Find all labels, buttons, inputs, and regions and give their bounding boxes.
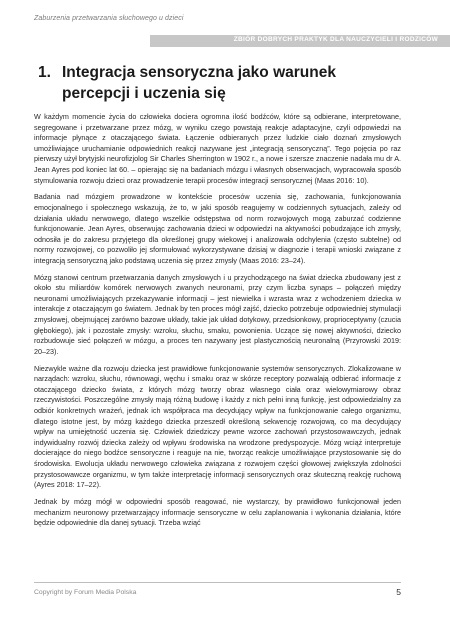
chapter-number: 1. (38, 64, 51, 81)
paragraph-3: Mózg stanowi centrum przetwarzania danych zmysłowych i u przychodzącego na świat dziecka zbudowany jest z około stu miliardów komórek nerwowych zwanych neuronami, przy czym liczba synaps – połączeń między neuronami umożliwiających przekazywanie informacji – jest niewielka i wzrasta wraz z wchodzeniem dziecka w interakcje z otaczającym go światem. Jednak by ten proces mógł zajść, dziecko potrzebuje odpowiedniej stymulacji zmysłowej, obejmującej zarówno bazowe układy, takie jak układ dotykowy, przedsionkowy, proprioceptywny (czucia głębokiego), jak i pozostałe zmysły: wzroku, słuchu, smaku, powonienia. Uczące się nowej aktywności, dziecko rozbudowuje sieć połączeń w mózgu, a proces ten nazywany jest plastycznością neuronalną (Przyrowski 2019: 20–23). (34, 272, 401, 356)
paragraph-5: Jednak by mózg mógł w odpowiedni sposób reagować, nie wystarczy, by prawidłowo funkcjonował jeden mechanizm neuronowy przetwarzający informacje sensoryczne w celu zaplanowania i wykonania działania, które będzie odpowiednie dla danej sytuacji. Trzeba wziąć (34, 496, 401, 528)
footer-divider (34, 582, 401, 583)
paragraph-4: Niezwykle ważne dla rozwoju dziecka jest prawidłowe funkcjonowanie systemów sensorycznych. Zlokalizowane w narządach: wzroku, słuchu, równowagi, węchu i smaku oraz w skórze receptory pozwalają odbierać informacje z otaczającego dziecko świata, z których mózg tworzy obraz własnego ciała oraz wielowymiarowy obraz rzeczywistości. Poszczególne zmysły mają różną budowę i każdy z nich pełni inną funkcję, jest odpowiedzialny za odbiór konkretnych wrażeń, jednak ich współpraca ma decydujący wpływ na funkcjonowanie całego organizmu, dlatego istotne jest, by mózg każdego dziecka przeszedł określoną sekwencję rozwojową, co ma decydujący wpływ na umiejętność uczenia się. Człowiek dziedziczy pewne wzorce zachowań przystosowawczych, jednak indywidualny rozwój dziecka zależy od wpływu środowiska na wrodzone predyspozycje. Mózg wciąż interpretuje docierające do niego bodźce sensoryczne i reaguje na nie, tworząc reakcje umożliwiające przystosowanie się do środowiska. Ewolucja układu nerwowego człowieka związana z rozwojem części głowowej zwiększyła zdolności przystosowawcze organizmu, w tym także interpretację informacji sensorycznych oraz skuteczną reakcję ruchową (Ayres 2018: 17–22). (34, 363, 401, 490)
paragraph-2: Badania nad mózgiem prowadzone w kontekście procesów uczenia się, zachowania, funkcjonowania emocjonalnego i społecznego wskazują, że to, w jaki sposób reagujemy w codziennych sytuacjach, zależy od działania układu nerwowego, dlatego wszelkie odstępstwa od norm rozwojowych mogą zaburzać codzienne funkcjonowanie. Jean Ayres, obserwując zachowania dzieci w odpowiedzi na aktywności pobudzające ich zmysły, odnosiła je do zakresu przyjętego dla określonej grupy wiekowej i analizowała odchylenia (często subtelne) od normy rozwojowej, co pozwoliło jej sformułować wykorzystywane dzisiaj w diagnozie i terapii wnioski związane z integracją sensoryczną jako podstawą uczenia się przez zmysły (Maas 2016: 23–24). (34, 192, 401, 265)
copyright-notice: Copyright by Forum Media Polska (34, 589, 137, 596)
header-band (150, 35, 450, 47)
paragraph-1: W każdym momencie życia do człowieka dociera ogromna ilość bodźców, które są odbierane, interpretowane, segregowane i przetwarzane przez mózg, w wyniku czego powstają reakcje adaptacyjne, czyli odpowiedzi na informacje płynące z otaczającego świata. Łączenie odbieranych przez ludzkie ciało doznań zmysłowych umożliwiające uruchamianie odpowiednich reakcji nazywane jest „integracją sensoryczną”. Tego pojęcia po raz pierwszy użył brytyjski neurofizjolog Sir Charles Sherrington w 1902 r., a nowe i szersze znaczenie nadała mu dr A. Jean Ayres pod koniec lat 60. – opierając się na badaniach mózgu i własnych obserwacjach, wypracowała sposób stymulowania rozwoju dzieci oraz prowadzenie terapii procesów integracji sensorycznej (Maas 2016: 10). (34, 112, 401, 185)
body-text (34, 112, 401, 535)
header-band-label: ZBIÓR DOBRYCH PRAKTYK DLA NAUCZYCIELI I RODZICÓW (233, 36, 438, 43)
chapter-title: Integracja sensoryczna jako warunek percepcji i uczenia się (62, 64, 336, 102)
running-head: Zaburzenia przetwarzania słuchowego u dzieci (34, 15, 184, 22)
chapter-heading (38, 62, 402, 104)
page-number: 5 (396, 587, 401, 597)
